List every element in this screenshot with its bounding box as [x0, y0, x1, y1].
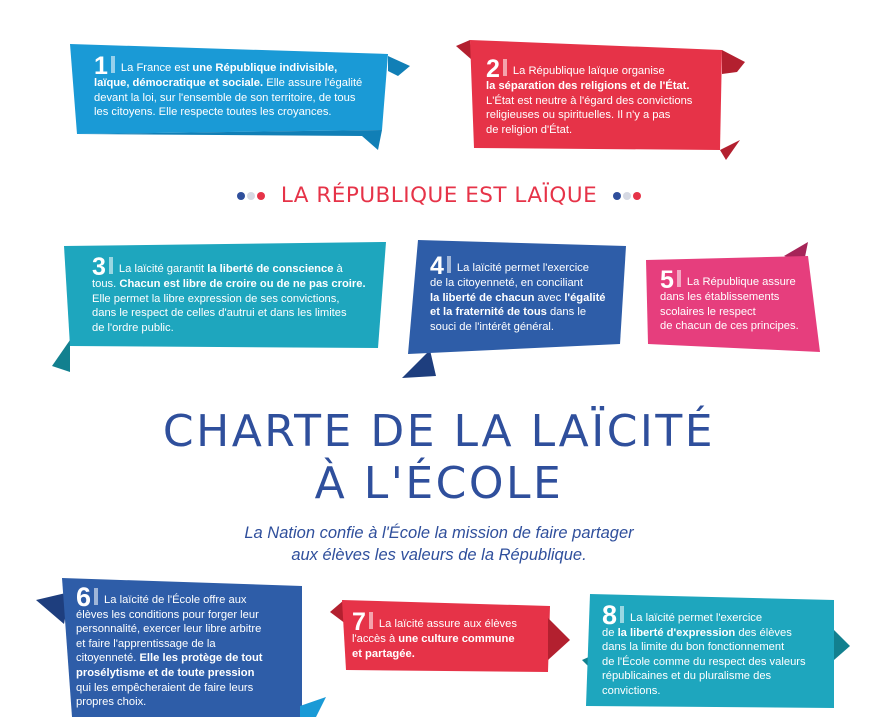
- article-text-segment: de la citoyenneté, en conciliant: [430, 277, 583, 289]
- article-text-segment: de l'ordre public.: [92, 321, 174, 334]
- article-text-segment: Chacun est libre de croire ou de ne pas croire.: [119, 278, 366, 290]
- article-text-segment: souci de l'intérêt général.: [430, 320, 555, 333]
- article-text-segment: élèves les conditions pour forger leur: [76, 608, 259, 621]
- article-text-segment: La laïcité de l'École offre aux: [104, 594, 247, 606]
- article-text-segment: dans la limite du bon fonctionnement: [602, 641, 785, 654]
- article-text-segment: devant la loi, sur l'ensemble de son territoire, de tous: [94, 91, 356, 104]
- article-number: 6: [76, 582, 92, 612]
- tagline-line-2: aux élèves les valeurs de la République.: [291, 546, 587, 564]
- article-text-segment: dans le: [546, 306, 587, 319]
- article-text-segment: La France est: [120, 62, 193, 74]
- article-text-segment: et partagée.: [352, 647, 415, 660]
- article-text-segment: laïque, démocratique et sociale.: [94, 77, 264, 89]
- article-text-segment: religieuses ou spirituelles. Il n'y a pas: [486, 109, 671, 122]
- article-text-segment: tous.: [92, 278, 120, 290]
- article-text-segment: de: [602, 626, 618, 639]
- article-text-segment: La laïcité assure aux élèves: [378, 618, 517, 630]
- article-text-segment: de religion d'État.: [486, 123, 573, 136]
- article-text-segment: une République indivisible,: [192, 62, 338, 74]
- article-number: 2: [486, 55, 500, 83]
- article-text-segment: la liberté de chacun: [430, 291, 535, 304]
- article-text-segment: dans le respect de celles d'autrui et dans les limites: [92, 307, 347, 320]
- article-text-segment: La République assure: [686, 276, 796, 288]
- article-text-segment: dans les établissements: [660, 291, 780, 303]
- article-number: 3: [92, 253, 106, 281]
- subtitle: LA RÉPUBLIQUE EST LAÏQUE: [280, 183, 598, 208]
- article-number: 4: [430, 252, 444, 280]
- article-text-segment: avec: [534, 291, 565, 304]
- article-text-segment: la liberté d'expression: [617, 626, 736, 639]
- article-text-segment: convictions.: [602, 684, 661, 697]
- article-text-segment: de l'École comme du respect des valeurs: [602, 655, 806, 668]
- article-number: 5: [660, 266, 674, 294]
- article-text-segment: Elle les protège de tout: [139, 652, 263, 665]
- article-number: 8: [602, 600, 618, 630]
- article-text-segment: L'État est neutre à l'égard des convictions: [486, 94, 693, 107]
- article-text-segment: Elle assure l'égalité: [263, 77, 363, 89]
- article-text-segment: La laïcité garantit: [118, 263, 208, 275]
- article-text-segment: scolaires le respect: [660, 305, 756, 318]
- article-text-segment: de chacun de ces principes.: [660, 320, 799, 333]
- article-text-segment: l'égalité: [564, 291, 606, 304]
- article-text-segment: et faire l'apprentissage de la: [76, 637, 216, 650]
- article-text-segment: La laïcité permet l'exercice: [456, 262, 589, 274]
- article-text-segment: La laïcité permet l'exercice: [630, 612, 763, 624]
- page-title-line-2: À L'ÉCOLE: [314, 458, 564, 509]
- article-text-segment: des élèves: [735, 626, 792, 639]
- article-text-segment: personnalité, exercer leur libre arbitre: [76, 623, 262, 636]
- article-number: 7: [352, 608, 366, 636]
- article-text-segment: et la fraternité de tous: [430, 306, 547, 319]
- article-text-segment: les citoyens. Elle respecte toutes les croyances.: [94, 106, 332, 119]
- article-text-segment: à: [333, 263, 343, 275]
- page-title-line-1: CHARTE DE LA LAÏCITÉ: [162, 406, 716, 457]
- article-text-segment: citoyenneté.: [76, 652, 140, 665]
- article-text-segment: une culture commune: [398, 633, 515, 645]
- divider-bar: [620, 606, 624, 623]
- article-text-segment: propres choix.: [76, 696, 147, 709]
- article-text-segment: la séparation des religions et de l'État.: [486, 80, 690, 92]
- article-number: 1: [94, 52, 108, 80]
- article-text-segment: l'accès à: [352, 633, 399, 645]
- article-text-segment: la liberté de conscience: [207, 263, 334, 275]
- article-text-segment: prosélytisme et de toute pression: [76, 666, 255, 679]
- article-text-segment: Elle permet la libre expression de ses convictions,: [92, 292, 340, 305]
- article-text-segment: La République laïque organise: [512, 65, 665, 77]
- article-text-segment: qui les empêcheraient de faire leurs: [76, 681, 254, 694]
- tagline-line-1: La Nation confie à l'École la mission de faire partager: [244, 524, 634, 542]
- article-8: [602, 600, 830, 699]
- article-text-segment: républicaines et du pluralisme des: [602, 670, 772, 683]
